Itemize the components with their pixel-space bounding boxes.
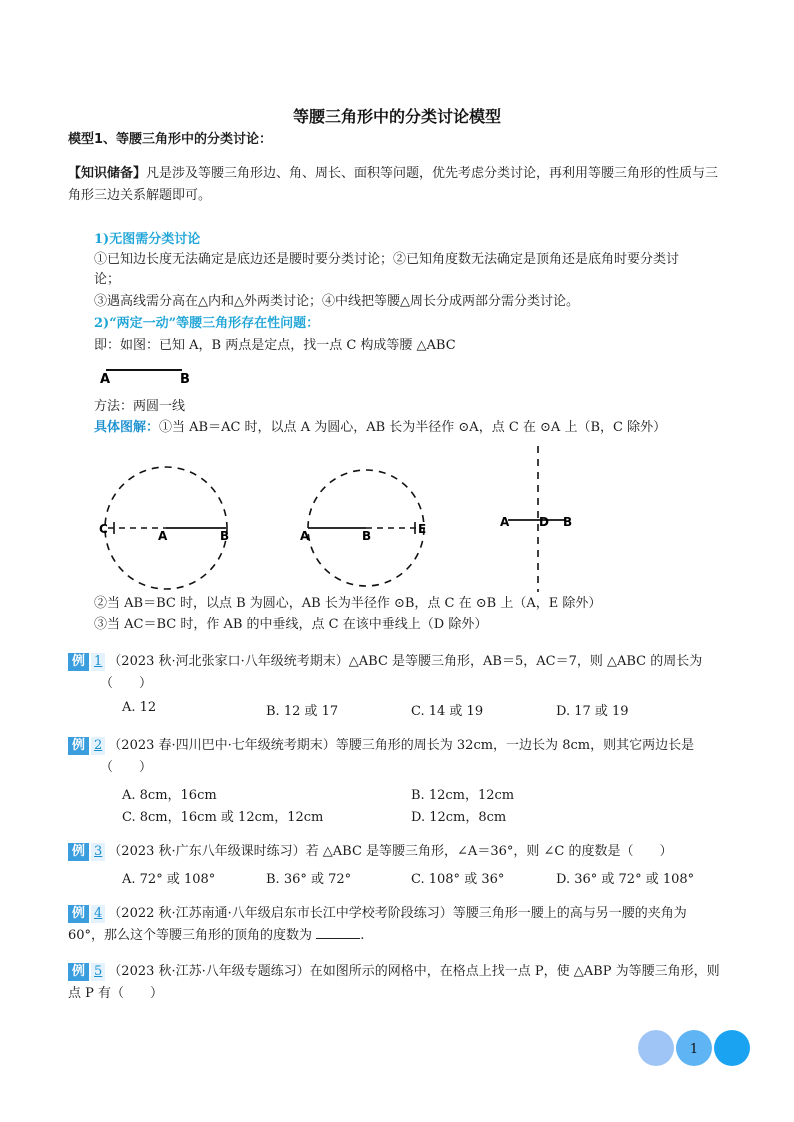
option-b[interactable]: B. 12cm，12cm (411, 788, 515, 803)
option-a[interactable]: A. 12 (122, 700, 157, 715)
example-4-line-2 (68, 926, 364, 946)
point-b-label: B (180, 372, 190, 387)
section2-intro: 即：如图：已知 A，B 两点是定点，找一点 C 构成等腰 △ABC (94, 338, 456, 353)
example-4-text-2: 60°，那么这个等腰三角形的顶角的度数为 (68, 928, 313, 943)
example-2-paren: （ ） (100, 760, 153, 775)
example-number: 4 (91, 905, 105, 923)
example-5-text: （2023 秋·江苏·八年级专题练习）在如图所示的网格中，在格点上找一点 P，使 △ABP 为等腰三角形，则 (108, 964, 720, 979)
example-1-paren: （ ） (100, 676, 153, 691)
option-b[interactable]: B. 36° 或 72° (266, 872, 352, 887)
segment-ab-figure (96, 362, 206, 388)
example-2 (68, 736, 694, 756)
example-4 (68, 904, 687, 924)
example-2-options (0, 784, 794, 828)
method-line: 方法：两圆一线 (94, 399, 186, 414)
point-b-label: B (362, 529, 372, 543)
example-label: 例 (68, 843, 89, 861)
section1-line-3: ③遇高线需分高在△内和△外两类讨论；④中线把等腰△周长分成两部分需分类讨论。 (94, 294, 579, 309)
example-3-text: （2023 秋·广东八年级课时练习）若 △ABC 是等腰三角形，∠A＝36°，则 ∠C 的度数是（ ） (108, 844, 673, 859)
option-a[interactable]: A. 8cm，16cm (122, 788, 217, 803)
dot-left (638, 1030, 674, 1066)
section1-heading: 1)无图需分类讨论 (94, 232, 201, 247)
example-5-line-2: 点 P 有（ ） (68, 986, 164, 1001)
page-number-badge (638, 1030, 750, 1066)
example-number: 3 (91, 843, 105, 861)
example-4-text: （2022 秋·江苏南通·八年级启东市长江中学校考阶段练习）等腰三角形一腰上的高与另一腰的夹角为 (108, 906, 687, 921)
point-a-label: A (300, 529, 310, 543)
point-d-label: D (539, 515, 549, 529)
option-c[interactable]: C. 14 或 19 (411, 704, 484, 719)
example-2-text: （2023 春·四川巴中·七年级统考期末）等腰三角形的周长为 32cm，一边长为 8cm，则其它两边长是 (108, 738, 695, 753)
example-number: 5 (91, 963, 105, 981)
circle-b-figure (296, 466, 446, 596)
example-1-options (0, 700, 794, 720)
point-e-label: E (418, 522, 427, 536)
page-number: 1 (689, 1042, 699, 1057)
section1-line-1: ①已知边长度无法确定是底边还是腰时要分类讨论；②已知角度数无法确定是顶角还是底角时要分类讨 (94, 252, 680, 267)
detail-label: 具体图解： (94, 420, 160, 435)
point-a-label: A (500, 515, 510, 529)
example-4-period: . (360, 928, 365, 943)
knowledge-line-1 (68, 164, 718, 184)
circle-a-figure (96, 462, 246, 598)
example-1 (68, 652, 702, 672)
option-b[interactable]: B. 12 或 17 (266, 704, 339, 719)
point-b-label: B (220, 529, 230, 543)
option-d[interactable]: D. 36° 或 72° 或 108° (556, 872, 695, 887)
point-a-label: A (158, 529, 168, 543)
detail-line-2: ②当 AB＝BC 时，以点 B 为圆心，AB 长为半径作 ⊙B，点 C 在 ⊙B 上（A，E 除外） (94, 596, 602, 611)
dot-right (714, 1030, 750, 1066)
example-label: 例 (68, 653, 89, 671)
example-label: 例 (68, 963, 89, 981)
answer-blank[interactable] (316, 926, 360, 939)
option-c[interactable]: C. 108° 或 36° (411, 872, 505, 887)
option-d[interactable]: D. 17 或 19 (556, 704, 629, 719)
knowledge-label: 【知识储备】 (68, 166, 147, 181)
point-b-label: B (563, 515, 573, 529)
example-1-text: （2023 秋·河北张家口·八年级统考期末）△ABC 是等腰三角形，AB＝5，AC＝7，则 △ABC 的周长为 (108, 654, 703, 669)
point-a-label: A (100, 372, 111, 387)
example-number: 1 (91, 653, 105, 671)
example-label: 例 (68, 905, 89, 923)
example-3 (68, 842, 672, 862)
knowledge-line-2: 角形三边关系解题即可。 (68, 188, 212, 203)
page-title: 等腰三角形中的分类讨论模型 (292, 107, 501, 126)
option-d[interactable]: D. 12cm，8cm (411, 810, 507, 825)
example-number: 2 (91, 737, 105, 755)
bisector-figure (496, 444, 586, 594)
section2-heading: 2)“两定一动”等腰三角形存在性问题： (94, 316, 320, 331)
point-c-label: C (99, 522, 108, 536)
knowledge-text-1: 凡是涉及等腰三角形边、角、周长、面积等问题，优先考虑分类讨论，再利用等腰三角形的性质与三 (146, 166, 719, 181)
detail-line-3: ③当 AC＝BC 时，作 AB 的中垂线，点 C 在该中垂线上（D 除外） (94, 617, 488, 632)
model-heading: 模型1、等腰三角形中的分类讨论： (68, 132, 273, 147)
option-a[interactable]: A. 72° 或 108° (122, 872, 216, 887)
detail-text-1: ①当 AB＝AC 时，以点 A 为圆心，AB 长为半径作 ⊙A，点 C 在 ⊙A 上（B，C 除外） (159, 420, 667, 435)
example-3-options (0, 868, 794, 888)
example-5 (68, 962, 720, 982)
detail-line-1 (94, 418, 666, 438)
section1-line-2: 论； (94, 272, 121, 287)
example-label: 例 (68, 737, 89, 755)
option-c[interactable]: C. 8cm，16cm 或 12cm，12cm (122, 810, 324, 825)
